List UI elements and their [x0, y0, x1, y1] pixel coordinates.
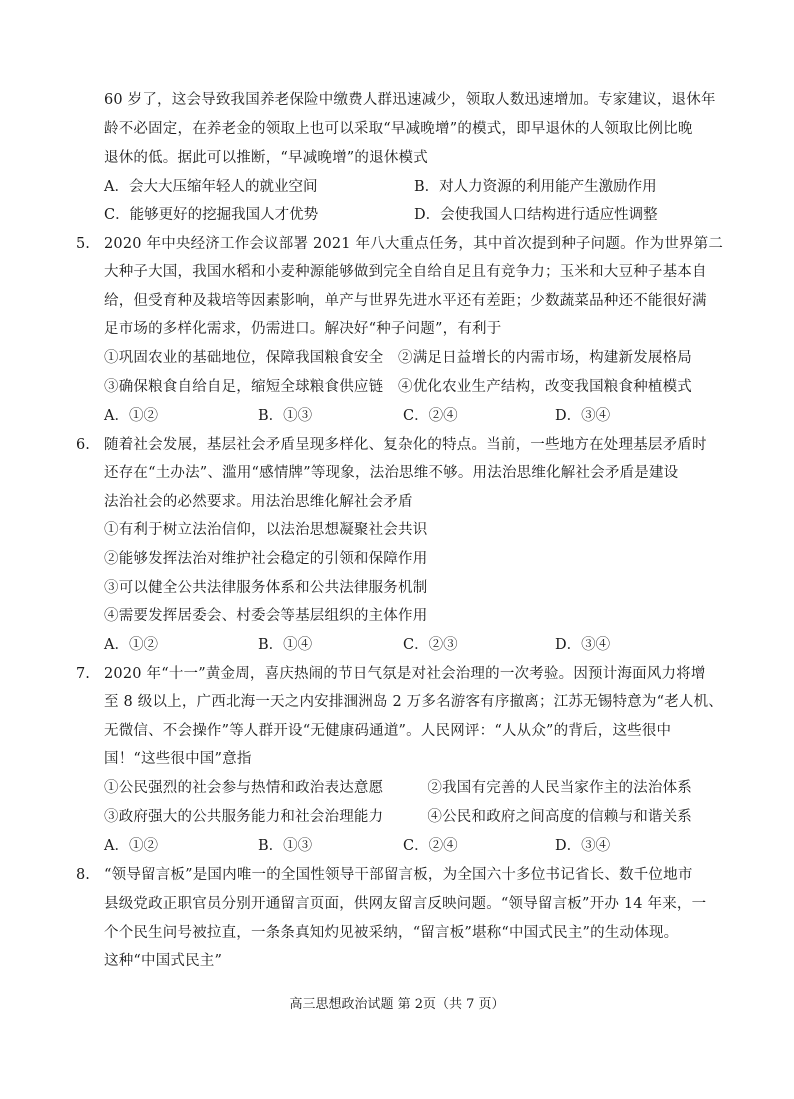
q6-option-b: B．①④ — [258, 637, 313, 653]
q7-option-a: A．①② — [104, 838, 158, 854]
q4-option-c: C．能够更好的挖掘我国人才优势 — [104, 207, 319, 223]
q5-text-line: 足市场的多样化需求，仍需进口。解决好“种子问题”，有利于 — [104, 321, 502, 337]
q6-item-line: ④需要发挥居委会、村委会等基层组织的主体作用 — [104, 608, 428, 624]
q6-option-a: A．①② — [104, 637, 158, 653]
q8-text-line: 个个民生问号被拉直，一条条真知灼见被采纳，“留言板”堪称“中国式民主”的生动体现。 — [104, 925, 679, 941]
q8-text-line: 县级党政正职官员分别开通留言页面，供网友留言反映问题。“领导留言板”开办 14 年来，一 — [104, 896, 707, 912]
q7-text-line: 无微信、不会操作”等人群开设“无健康码通道”。人民网评：“人从众”的背后，这些很中 — [104, 723, 672, 739]
q4-text-line: 退休的低。据此可以推断，“早减晚增”的退休模式 — [104, 150, 428, 166]
q7-item-line: ①公民强烈的社会参与热情和政治表达意愿 ②我国有完善的人民当家作主的法治体系 — [104, 780, 692, 796]
q7-option-d: D．③④ — [555, 838, 611, 854]
q4-option-a: A．会大大压缩年轻人的就业空间 — [104, 179, 318, 195]
q6-item-line: ②能够发挥法治对维护社会稳定的引领和保障作用 — [104, 551, 428, 567]
q4-option-b: B．对人力资源的利用能产生激励作用 — [414, 179, 657, 195]
q8-number: 8. — [76, 867, 90, 883]
q4-text-line: 60 岁了，这会导致我国养老保险中缴费人群迅速减少，领取人数迅速增加。专家建议，退休年 — [104, 92, 716, 108]
q4-option-d: D．会使我国人口结构进行适应性调整 — [414, 207, 658, 223]
q6-option-c: C．②③ — [403, 637, 458, 653]
q7-option-c: C．②④ — [403, 838, 458, 854]
q5-option-c: C．②④ — [403, 408, 458, 424]
q6-text-line: 法治社会的必然要求。用法治思维化解社会矛盾 — [104, 494, 413, 510]
q6-number: 6. — [76, 437, 90, 453]
q5-text-line: 给，但受育种及栽培等因素影响，单产与世界先进水平还有差距；少数蔬菜品种还不能很好满 — [104, 293, 707, 309]
q8-text-line: “领导留言板”是国内唯一的全国性领导干部留言板，为全国六十多位书记省长、数千位地市 — [104, 867, 693, 883]
q8-text-line: 这种“中国式民主” — [104, 953, 223, 969]
q5-text-line: 2020 年中央经济工作会议部署 2021 年八大重点任务，其中首次提到种子问题。作为世界第二 — [104, 236, 724, 252]
q6-item-line: ①有利于树立法治信仰，以法治思想凝聚社会共识 — [104, 522, 428, 538]
q6-text-line: 随着社会发展，基层社会矛盾呈现多样化、复杂化的特点。当前，一些地方在处理基层矛盾时 — [104, 437, 707, 453]
q6-text-line: 还存在“土办法”、滥用“感情牌”等现象，法治思维不够。用法治思维化解社会矛盾是建设 — [104, 465, 679, 481]
q7-option-b: B．①③ — [258, 838, 313, 854]
q7-number: 7. — [76, 666, 90, 682]
q6-item-line: ③可以健全公共法律服务体系和公共法律服务机制 — [104, 580, 428, 596]
q7-item-line: ③政府强大的公共服务能力和社会治理能力 ④公民和政府之间高度的信赖与和谐关系 — [104, 809, 692, 825]
q7-text-line: 国！“这些很中国”意指 — [104, 751, 252, 767]
q4-text-line: 龄不必固定，在养老金的领取上也可以采取“早减晚增”的模式，即早退休的人领取比例比晚 — [104, 121, 693, 137]
q5-text-line: 大种子大国，我国水稻和小麦种源能够做到完全自给自足且有竞争力；玉米和大豆种子基本自 — [104, 264, 707, 280]
q5-number: 5. — [76, 236, 90, 252]
q6-option-d: D．③④ — [555, 637, 611, 653]
q5-option-a: A．①② — [104, 408, 158, 424]
q7-text-line: 2020 年“十一”黄金周，喜庆热闹的节日气氛是对社会治理的一次考验。因预计海面风力将增 — [104, 666, 706, 682]
q5-item-line: ③确保粮食自给自足，缩短全球粮食供应链 ④优化农业生产结构，改变我国粮食种植模式 — [104, 379, 692, 395]
q5-option-d: D．③④ — [555, 408, 611, 424]
q7-text-line: 至 8 级以上，广西北海一天之内安排涠洲岛 2 万多名游客有序撤离；江苏无锡特意为“老人机、 — [104, 694, 723, 710]
q5-option-b: B．①③ — [258, 408, 313, 424]
q5-item-line: ①巩固农业的基础地位，保障我国粮食安全 ②满足日益增长的内需市场，构建新发展格局 — [104, 350, 692, 366]
page-footer: 高三思想政治试题 第 2页（共 7 页） — [289, 997, 505, 1012]
